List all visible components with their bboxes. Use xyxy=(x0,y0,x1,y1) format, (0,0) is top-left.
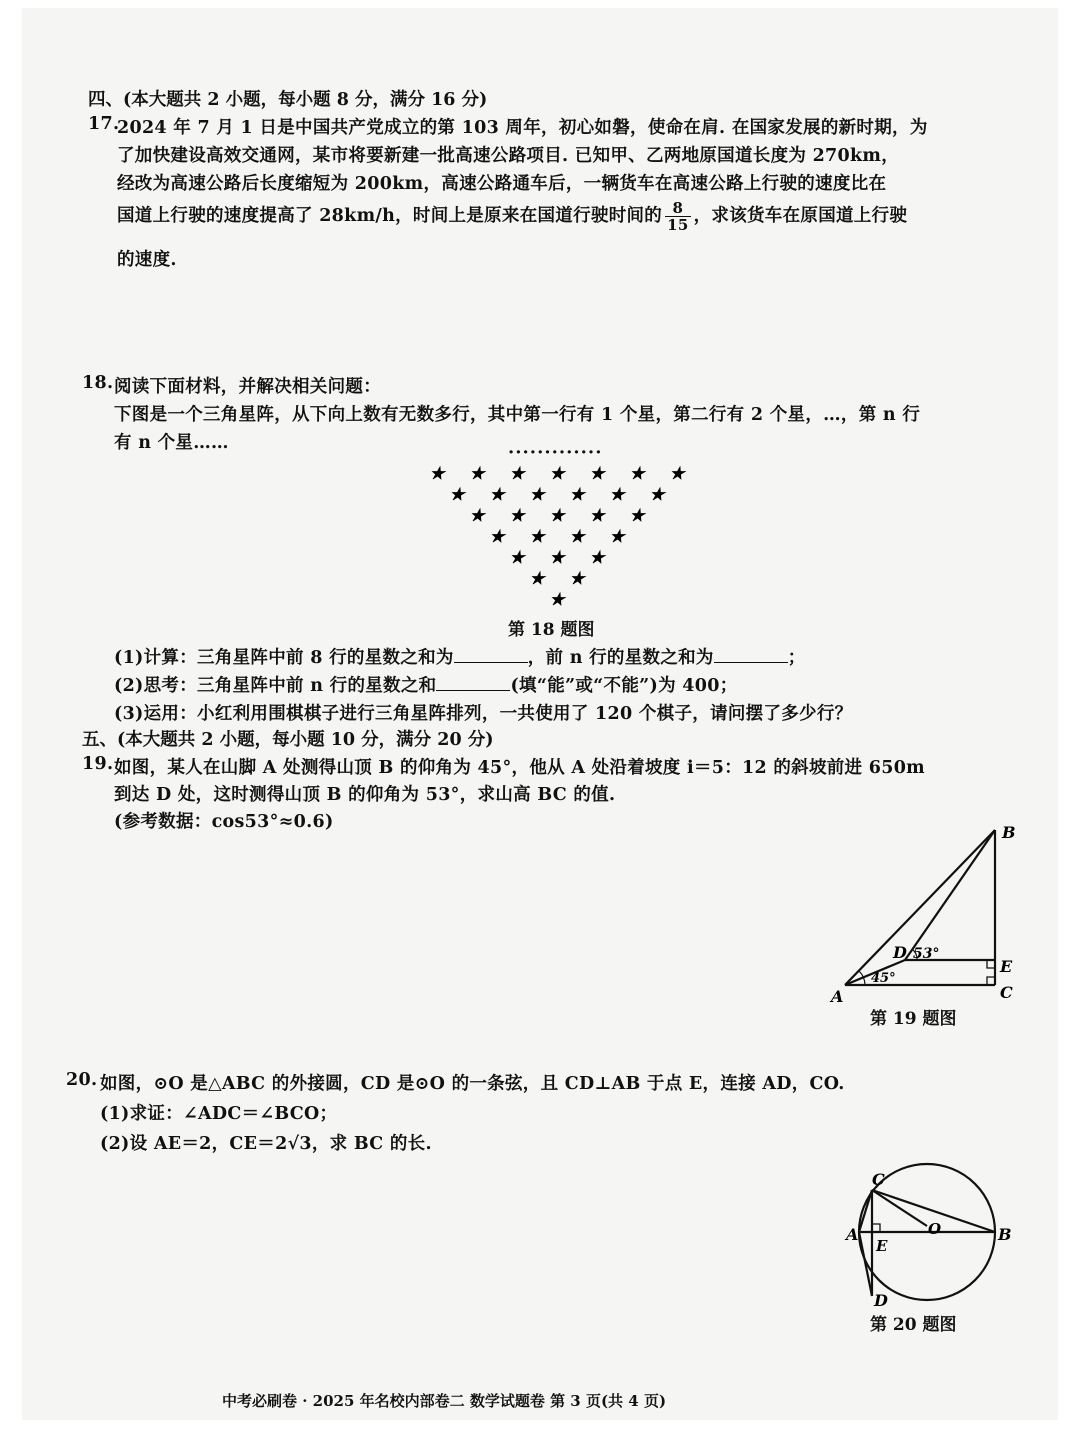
label-C: C xyxy=(1000,983,1013,1002)
q17-line4-post: ，求该货车在原国道上行驶 xyxy=(693,206,908,226)
q18-number: 18. xyxy=(82,373,114,393)
q18-sub1-blank1 xyxy=(454,646,528,663)
q18-sub2-pre: (2)思考：三角星阵中前 n 行的星数之和 xyxy=(114,676,437,696)
star-icon: ★ xyxy=(429,464,445,484)
star-icon: ★ xyxy=(629,464,645,484)
star-icon: ★ xyxy=(549,506,565,526)
exam-page xyxy=(22,8,1058,1420)
star-icon: ★ xyxy=(529,485,545,505)
q17-fraction xyxy=(665,200,690,233)
q17-line3: 经改为高速公路后长度缩短为 200km，高速公路通车后，一辆货车在高速公路上行驶的速度比在 xyxy=(117,174,887,194)
line-AD xyxy=(859,1232,872,1296)
star-icon: ★ xyxy=(469,506,485,526)
q20-sub1: (1)求证：∠ADC＝∠BCO； xyxy=(100,1104,338,1124)
line-AC xyxy=(859,1190,872,1232)
star-icon: ★ xyxy=(569,485,585,505)
right-angle-C xyxy=(987,977,995,985)
q20-number: 20. xyxy=(66,1070,98,1090)
label-B: B xyxy=(998,1225,1012,1244)
q18-sub3: (3)运用：小红利用围棋棋子进行三角星阵排列，一共使用了 120 个棋子，请问摆了多少行？ xyxy=(114,704,853,724)
right-angle-mark xyxy=(872,1224,880,1232)
q17-line4 xyxy=(117,200,907,233)
star-icon: ★ xyxy=(489,485,505,505)
star-icon: ★ xyxy=(609,485,625,505)
star-icon: ★ xyxy=(569,569,585,589)
q18-caption: 第 18 题图 xyxy=(508,620,595,640)
q19-caption: 第 19 题图 xyxy=(870,1009,957,1029)
q20-line1: 如图，⊙O 是△ABC 的外接圆，CD 是⊙O 的一条弦，且 CD⊥AB 于点 E，连接 AD，CO. xyxy=(100,1074,845,1094)
q18-sub1 xyxy=(114,644,806,669)
q18-sub2 xyxy=(114,672,738,697)
star-icon: ★ xyxy=(549,590,565,610)
label-C: C xyxy=(872,1170,885,1189)
q18-sub1-pre: (1)计算：三角星阵中前 8 行的星数之和为 xyxy=(114,648,454,668)
label-A: A xyxy=(831,987,844,1005)
q18-line3: 有 n 个星…… xyxy=(114,433,229,453)
star-icon: ★ xyxy=(589,506,605,526)
section-4-title: 四、(本大题共 2 小题，每小题 8 分，满分 16 分) xyxy=(88,90,488,110)
q19-line2: 到达 D 处，这时测得山顶 B 的仰角为 53°，求山高 BC 的值. xyxy=(114,785,616,805)
star-icon: ★ xyxy=(649,485,665,505)
star-icon: ★ xyxy=(609,527,625,547)
star-icon: ★ xyxy=(569,527,585,547)
q17-line4-pre: 国道上行驶的速度提高了 28km/h，时间上是原来在国道行驶时间的 xyxy=(117,206,663,226)
star-triangle-figure xyxy=(417,463,697,613)
q18-line2: 下图是一个三角星阵，从下向上数有无数多行，其中第一行有 1 个星，第二行有 2 个星，…，第 n 行 xyxy=(114,405,921,425)
fraction-denominator: 15 xyxy=(667,216,689,234)
q17-line1: 2024 年 7 月 1 日是中国共产党成立的第 103 周年，初心如磐，使命在肩. 在国家发展的新时期，为 xyxy=(117,118,928,138)
q20-sub2: (2)设 AE＝2，CE＝2√3，求 BC 的长. xyxy=(100,1134,432,1154)
star-icon: ★ xyxy=(469,464,485,484)
q19-number: 19. xyxy=(82,754,114,774)
star-icon: ★ xyxy=(509,548,525,568)
q17-line2: 了加快建设高效交通网，某市将要新建一批高速公路项目. 已知甲、乙两地原国道长度为 270km， xyxy=(117,146,900,166)
label-B: B xyxy=(1002,823,1016,842)
star-icon: ★ xyxy=(529,527,545,547)
fraction-numerator: 8 xyxy=(665,200,690,217)
label-angle-45: 45° xyxy=(871,971,896,986)
star-icon: ★ xyxy=(669,464,685,484)
star-icon: ★ xyxy=(589,464,605,484)
q20-figure xyxy=(824,1160,1024,1308)
star-icon: ★ xyxy=(509,506,525,526)
star-icon: ★ xyxy=(589,548,605,568)
q18-sub1-blank2 xyxy=(714,646,788,663)
right-angle-E xyxy=(987,960,995,968)
q18-sub2-blank xyxy=(436,674,510,691)
star-icon: ★ xyxy=(529,569,545,589)
q17-number: 17. xyxy=(88,114,120,134)
label-A: A xyxy=(846,1225,859,1244)
line-CO xyxy=(872,1190,927,1226)
star-icon: ★ xyxy=(489,527,505,547)
label-O: O xyxy=(928,1220,942,1238)
label-D: D xyxy=(893,943,907,962)
q18-sub1-end: ； xyxy=(787,648,806,668)
q19-figure xyxy=(827,820,1022,1005)
star-icon: ★ xyxy=(509,464,525,484)
star-icon: ★ xyxy=(549,464,565,484)
line-DB xyxy=(905,830,995,960)
star-dots: ············· xyxy=(508,442,603,463)
q18-intro: 阅读下面材料，并解决相关问题： xyxy=(114,377,381,397)
label-E: E xyxy=(876,1237,888,1255)
q18-sub1-mid: ，前 n 行的星数之和为 xyxy=(527,648,714,668)
label-D: D xyxy=(874,1291,888,1308)
page-footer: 中考必刷卷 · 2025 年名校内部卷二 数学试题卷 第 3 页(共 4 页) xyxy=(222,1392,667,1410)
q19-line1: 如图，某人在山脚 A 处测得山顶 B 的仰角为 45°，他从 A 处沿着坡度 i＝5：12 的斜坡前进 650m xyxy=(114,758,925,778)
label-E: E xyxy=(1000,957,1013,976)
star-icon: ★ xyxy=(549,548,565,568)
section-5-title: 五、(本大题共 2 小题，每小题 10 分，满分 20 分) xyxy=(82,730,494,750)
q17-line5: 的速度. xyxy=(117,250,177,270)
q20-caption: 第 20 题图 xyxy=(870,1315,957,1335)
q19-line3: (参考数据：cos53°≈0.6) xyxy=(114,812,334,832)
label-angle-53: 53° xyxy=(913,946,940,962)
star-icon: ★ xyxy=(449,485,465,505)
star-icon: ★ xyxy=(629,506,645,526)
q18-sub2-post: (填“能”或“不能”)为 400； xyxy=(510,676,738,696)
